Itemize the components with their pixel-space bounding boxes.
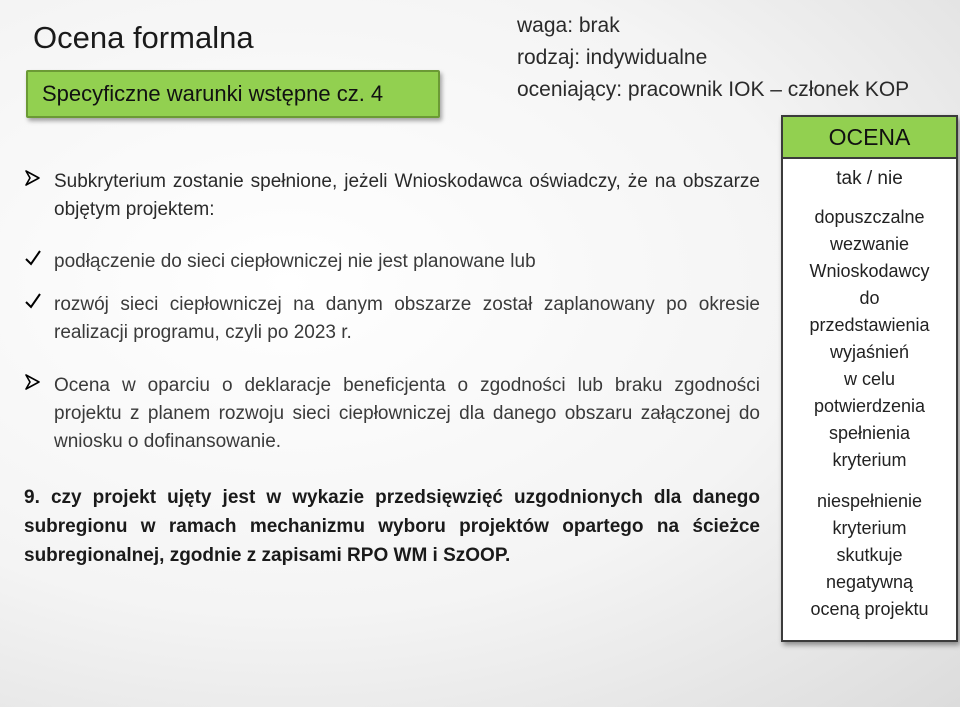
condition-item-1-text: podłączenie do sieci ciepłowniczej nie jest planowane lub	[54, 251, 536, 272]
meta-weight: waga: brak	[517, 14, 620, 37]
ocena-allowed-line: w celu	[843, 369, 896, 389]
criteria-meta	[517, 10, 909, 106]
assessment-basis-text: Ocena w oparciu o deklaracje beneficjenta o zgodności lub braku zgodności projektu z planem rozwoju sieci ciepłowniczej dla danego obszaru załączonej do wniosku o dofinansowanie.	[54, 375, 760, 452]
ocena-fail-line: skutkuje	[836, 545, 903, 565]
ocena-fail-line: oceną projektu	[810, 599, 929, 619]
ocena-header: OCENA	[783, 117, 956, 159]
ocena-allowed-line: do	[859, 288, 880, 308]
assessment-basis	[24, 372, 760, 456]
subcriterion-intro-text: Subkryterium zostanie spełnione, jeżeli Wnioskodawca oświadczy, że na obszarze objętym projektem:	[54, 171, 760, 220]
ocena-fail-line: kryterium	[832, 518, 907, 538]
condition-item-1	[24, 248, 760, 277]
ocena-allowed-line: przedstawienia	[809, 315, 930, 335]
ocena-allowed-line: potwierdzenia	[813, 396, 926, 416]
subcriterion-intro	[24, 168, 760, 224]
criterion-9-number: 9.	[24, 487, 40, 508]
ocena-allowed-call	[783, 204, 956, 474]
ocena-allowed-line: wezwanie	[829, 234, 910, 254]
subtitle-banner	[26, 70, 440, 118]
ocena-allowed-line: kryterium	[832, 450, 907, 470]
subtitle-text: Specyficzne warunki wstępne cz. 4	[42, 81, 384, 106]
criterion-9-text	[24, 483, 760, 570]
criterion-9	[24, 483, 760, 570]
ocena-fail-note	[783, 488, 956, 623]
ocena-allowed-line: spełnienia	[828, 423, 911, 443]
page-title: Ocena formalna	[33, 20, 254, 55]
ocena-yes-no: tak / nie	[836, 168, 903, 189]
meta-evaluator: oceniający: pracownik IOK – członek KOP	[517, 78, 910, 101]
ocena-allowed-line: dopuszczalne	[814, 207, 925, 227]
ocena-panel	[781, 115, 958, 642]
ocena-fail-line: negatywną	[825, 572, 914, 592]
checkmark-bullet-icon	[24, 248, 54, 277]
condition-item-2-text: rozwój sieci ciepłowniczej na danym obszarze został zaplanowany po okresie realizacji programu, czyli po 2023 r.	[54, 294, 760, 343]
ocena-allowed-line: Wnioskodawcy	[809, 261, 930, 281]
ocena-fail-line: niespełnienie	[816, 491, 923, 511]
criterion-9-body: czy projekt ujęty jest w wykazie przedsięwzięć uzgodnionych dla danego subregionu w ramach mechanizmu wyboru projektów opartego na ścieżce subregionalnej, zgodnie z zapisami RPO WM i SzOOP.	[24, 487, 760, 566]
meta-type: rodzaj: indywidualne	[517, 46, 708, 69]
checkmark-bullet-icon	[24, 291, 54, 320]
ocena-allowed-line: wyjaśnień	[829, 342, 910, 362]
arrowhead-bullet-icon	[24, 372, 54, 401]
condition-item-2	[24, 291, 760, 347]
arrowhead-bullet-icon	[24, 168, 54, 197]
